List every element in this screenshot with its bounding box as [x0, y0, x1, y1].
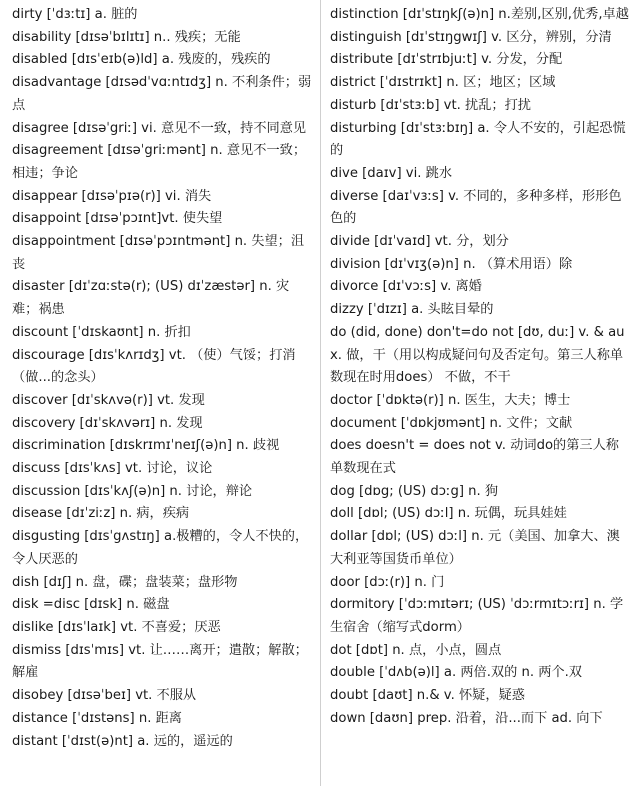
vocab-entry: discover [dɪˈskʌvə(r)] vt. 发现 — [12, 392, 205, 408]
vocab-entry: down [daʊn] prep. 沿着，沿...而下 ad. 向下 — [330, 710, 603, 726]
vocab-entry: discussion [dɪsˈkʌʃ(ə)n] n. 讨论，辩论 — [12, 483, 253, 499]
vocab-entry: disgusting [dɪsˈgʌstɪŋ] a.极糟的，令人不快的，令人厌恶的 — [12, 529, 309, 567]
vocab-entry: dog [dɒg; (US) dɔːg] n. 狗 — [330, 483, 499, 499]
vocab-entry: disaster [dɪˈzɑːstə(r); (US) dɪˈzæstər] n. 灾难；祸患 — [12, 279, 290, 318]
vocab-entry: dizzy [ˈdɪzɪ] a. 头眩目晕的 — [330, 302, 494, 318]
vocab-entry: distance [ˈdɪstəns] n. 距离 — [12, 710, 182, 726]
vocab-entry: discount [ˈdɪskaʊnt] n. 折扣 — [12, 324, 191, 340]
vocab-entry: disabled [dɪsˈeɪb(ə)ld] a. 残废的，残疾的 — [12, 52, 271, 68]
vocab-entry: discourage [dɪsˈkʌrɪdʒ] vt. （使）气馁；打消（做...的念头） — [12, 347, 296, 386]
vocab-entry: disappear [dɪsəˈpɪə(r)] vi. 消失 — [12, 188, 212, 204]
vocab-entry: distinguish [dɪˈstɪŋgwɪʃ] v. 区分，辨别，分清 — [330, 29, 612, 45]
vocab-entry: dive [daɪv] vi. 跳水 — [330, 165, 453, 181]
vocab-entry: distant [ˈdɪst(ə)nt] a. 远的，遥远的 — [12, 733, 233, 749]
vocab-entry: door [dɔː(r)] n. 门 — [330, 574, 445, 590]
vocab-entry: disability [dɪsəˈbɪlɪtɪ] n.. 残疾；无能 — [12, 29, 241, 45]
left-column — [12, 4, 314, 753]
vocab-entry: discuss [dɪsˈkʌs] vt. 讨论，议论 — [12, 461, 213, 477]
vocab-entry: dismiss [dɪsˈmɪs] vt. 让……离开；遣散；解散；解雇 — [12, 642, 308, 681]
vocab-entry: disk =disc [dɪsk] n. 磁盘 — [12, 597, 170, 613]
vocab-entry: diverse [daɪˈvɜːs] v. 不同的，多种多样，形形色色的 — [330, 188, 622, 227]
vocab-entry: distribute [dɪˈstrɪbjuːt] v. 分发，分配 — [330, 52, 563, 68]
vocab-entry: disturbing [dɪˈstɜːbɪŋ] a. 令人不安的，引起恐慌的 — [330, 120, 626, 159]
vocab-entry: disagree [dɪsəˈgriː] vi. 意见不一致，持不同意见 — [12, 120, 307, 136]
vocab-entry: dislike [dɪsˈlaɪk] vt. 不喜爱；厌恶 — [12, 619, 221, 635]
vocab-entry: division [dɪˈvɪʒ(ə)n] n. （算术用语）除 — [330, 256, 573, 272]
vocab-entry: dirty [ˈdɜːtɪ] a. 脏的 — [12, 7, 138, 22]
vocab-entry: double [ˈdʌb(ə)l] a. 两倍.双的 n. 两个.双 — [330, 665, 582, 681]
vocab-entry: discovery [dɪˈskʌvərɪ] n. 发现 — [12, 415, 203, 431]
vocab-entry: divorce [dɪˈvɔːs] v. 离婚 — [330, 279, 482, 295]
vocab-entry: distinction [dɪˈstɪŋkʃ(ə)n] n.差别,区别,优秀,卓越 — [330, 7, 629, 22]
vocab-entry: doubt [daʊt] n.& v. 怀疑，疑惑 — [330, 688, 525, 704]
vocab-entry: disappointment [dɪsəˈpɔɪntmənt] n. 失望；沮丧 — [12, 234, 305, 272]
vocab-entry: district [ˈdɪstrɪkt] n. 区；地区；区域 — [330, 75, 556, 91]
vocab-entry: disappoint [dɪsəˈpɔɪnt]vt. 使失望 — [12, 211, 223, 227]
vocab-entry: dollar [dɒl; (US) dɔːl] n. 元（美国、加拿大、澳大利亚等国货币单位） — [330, 529, 620, 567]
vocab-entry: dish [dɪʃ] n. 盘，碟；盘装菜；盘形物 — [12, 574, 238, 590]
vocab-entry: disturb [dɪˈstɜːb] vt. 扰乱；打扰 — [330, 97, 531, 113]
vocab-entry: disease [dɪˈziːz] n. 病，疾病 — [12, 506, 190, 522]
vocab-entry: doctor [ˈdɒktə(r)] n. 医生，大夫；博士 — [330, 392, 571, 408]
vocab-entry: discrimination [dɪskrɪmɪˈneɪʃ(ə)n] n. 歧视 — [12, 438, 280, 454]
right-column — [330, 4, 632, 731]
vocab-entry: disadvantage [dɪsədˈvɑːntɪdʒ] n. 不利条件；弱点 — [12, 75, 312, 113]
vocab-entry: do (did, done) don't=do not [dʊ, duː] v. & aux. 做，干（用以构成疑问句及否定句。第三人称单数现在时用does） 不做，不干 — [330, 324, 625, 386]
vocab-entry: disagreement [dɪsəˈgriːmənt] n. 意见不一致；相违；争论 — [12, 143, 307, 181]
vocab-entry: does doesn't = does not v. 动词do的第三人称单数现在式 — [330, 438, 619, 477]
vocab-entry: divide [dɪˈvaɪd] vt. 分，划分 — [330, 234, 509, 250]
vocab-entry: disobey [dɪsəˈbeɪ] vt. 不服从 — [12, 688, 197, 704]
vocab-entry: dormitory [ˈdɔːmɪtərɪ; (US) ˈdɔːrmɪtɔːrɪ] n. 学生宿舍（缩写式dorm） — [330, 597, 624, 635]
vocab-entry: document [ˈdɒkjʊmənt] n. 文件；文献 — [330, 415, 573, 431]
vocab-entry: dot [dɒt] n. 点，小点，圆点 — [330, 642, 502, 658]
vocab-entry: doll [dɒl; (US) dɔːl] n. 玩偶，玩具娃娃 — [330, 506, 567, 522]
column-divider — [320, 0, 321, 786]
